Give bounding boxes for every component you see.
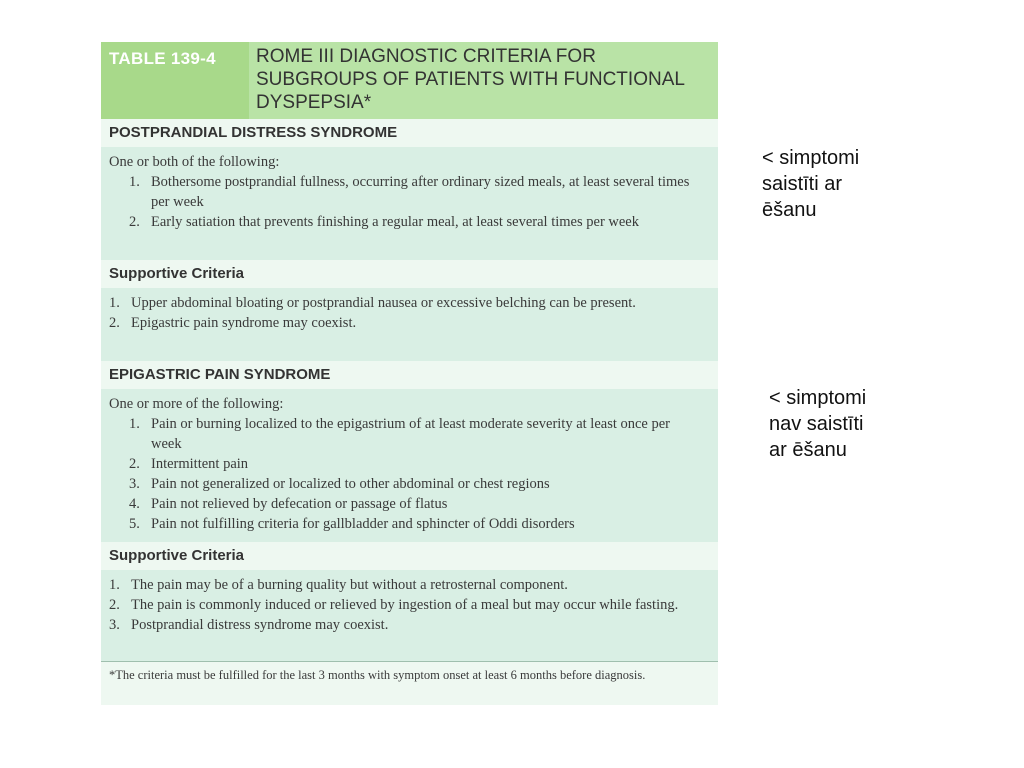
list-item	[109, 313, 698, 333]
item-text: Early satiation that prevents finishing a regular meal, at least several times per week	[151, 214, 639, 230]
item-number: 1.	[109, 295, 120, 311]
supportive-heading-postprandial: Supportive Criteria	[101, 260, 718, 288]
item-number: 2.	[109, 597, 120, 613]
criteria-block-epigastric	[101, 389, 718, 542]
annotation-line: ēšanu	[762, 199, 817, 221]
table-footnote: *The criteria must be fulfilled for the last 3 months with symptom onset at least 6 months before diagnosis.	[101, 661, 718, 705]
list-item	[109, 414, 698, 454]
list-item	[109, 514, 698, 534]
annotation-line: ar ēšanu	[769, 439, 847, 461]
item-text: The pain is commonly induced or relieved by ingestion of a meal but may occur while fasting.	[131, 597, 679, 613]
item-number: 1.	[129, 416, 140, 432]
list-item	[109, 293, 698, 313]
criteria-block-postprandial	[101, 147, 718, 260]
rome-iii-table	[101, 42, 718, 705]
annotation-not-food-related	[769, 385, 866, 463]
annotation-line: saistīti ar	[762, 173, 843, 195]
item-text: Pain not relieved by defecation or passage of flatus	[151, 496, 448, 512]
list-item	[109, 172, 698, 212]
annotation-food-related	[762, 145, 859, 223]
item-number: 5.	[129, 516, 140, 532]
list-item	[109, 595, 698, 615]
item-number: 3.	[109, 617, 120, 633]
list-item	[109, 474, 698, 494]
item-text: Pain not generalized or localized to other abdominal or chest regions	[151, 476, 550, 492]
item-number: 2.	[129, 214, 140, 230]
criteria-intro: One or both of the following:	[109, 154, 280, 170]
item-number: 1.	[129, 174, 140, 190]
annotation-line: nav saistīti	[769, 413, 864, 435]
supportive-heading-epigastric: Supportive Criteria	[101, 542, 718, 570]
item-text: Pain or burning localized to the epigastrium of at least moderate severity at least once per week	[151, 416, 670, 452]
item-number: 2.	[109, 315, 120, 331]
table-title: ROME III DIAGNOSTIC CRITERIA FOR SUBGROUPS OF PATIENTS WITH FUNCTIONAL DYSPEPSIA*	[249, 42, 718, 119]
table-number: TABLE 139-4	[109, 49, 216, 68]
item-text: Bothersome postprandial fullness, occurring after ordinary sized meals, at least several times per week	[151, 174, 690, 210]
list-item	[109, 615, 698, 635]
list-item	[109, 575, 698, 595]
table-title-row	[101, 42, 718, 119]
annotation-line: < simptomi	[762, 147, 860, 169]
section-heading-postprandial: POSTPRANDIAL DISTRESS SYNDROME	[101, 119, 718, 147]
item-text: Postprandial distress syndrome may coexist.	[131, 617, 389, 633]
list-item	[109, 454, 698, 474]
item-number: 4.	[129, 496, 140, 512]
item-text: Pain not fulfilling criteria for gallbladder and sphincter of Oddi disorders	[151, 516, 575, 532]
item-text: Intermittent pain	[151, 456, 249, 472]
supportive-block-epigastric	[101, 570, 718, 661]
list-item	[109, 494, 698, 514]
item-text: The pain may be of a burning quality but without a retrosternal component.	[131, 577, 568, 593]
section-heading-epigastric: EPIGASTRIC PAIN SYNDROME	[101, 361, 718, 389]
supportive-block-postprandial	[101, 288, 718, 361]
item-number: 3.	[129, 476, 140, 492]
list-item	[109, 212, 698, 232]
item-text: Epigastric pain syndrome may coexist.	[131, 315, 357, 331]
item-number: 1.	[109, 577, 120, 593]
annotation-line: < simptomi	[769, 387, 867, 409]
criteria-intro: One or more of the following:	[109, 396, 284, 412]
item-text: Upper abdominal bloating or postprandial nausea or excessive belching can be present.	[131, 295, 636, 311]
item-number: 2.	[129, 456, 140, 472]
